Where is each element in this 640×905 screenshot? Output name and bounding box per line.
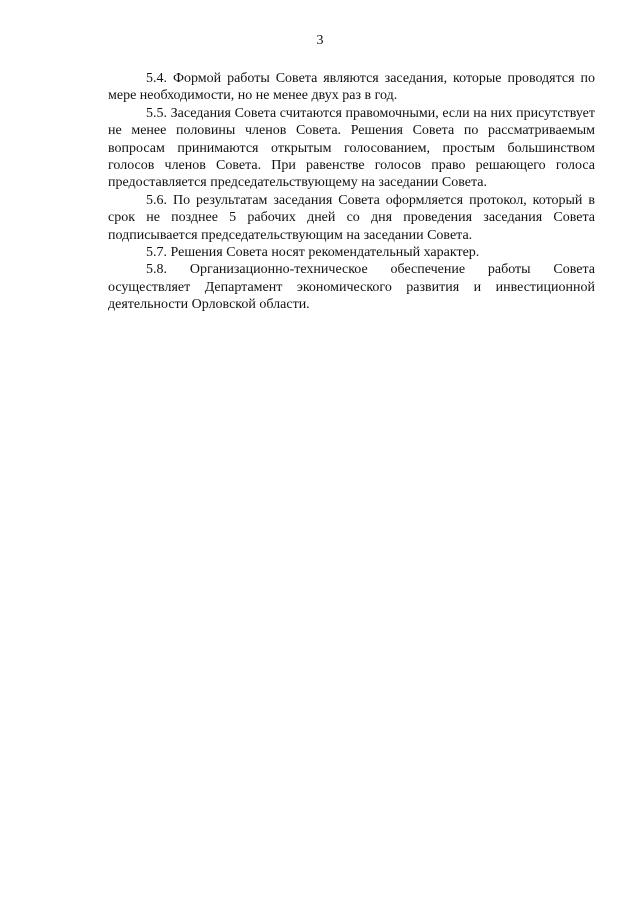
- paragraph-5-7: 5.7. Решения Совета носят рекомендательный характер.: [146, 245, 480, 261]
- document-body: [108, 70, 595, 314]
- paragraph-5-4: 5.4. Формой работы Совета являются заседания, которые проводятся по мере необходимости, но не менее двух раз в год.: [108, 71, 595, 104]
- paragraph-5-6: 5.6. По результатам заседания Совета оформляется протокол, который в срок не позднее 5 рабочих дней со дня проведения заседания Совета подписывается председательствующим на заседании Совета.: [108, 192, 595, 243]
- paragraph-5-5: 5.5. Заседания Совета считаются правомочными, если на них присутствует не менее половины членов Совета. Решения Совета по рассматриваемым вопросам принимаются открытым голосованием, простым большинством голосов членов Совета. При равенстве голосов право решающего голоса предоставляется председательствующему на заседании Совета.: [108, 105, 595, 191]
- paragraph-5-8: 5.8. Организационно-техническое обеспечение работы Совета осуществляет Департамент экономического развития и инвестиционной деятельности Орловской области.: [108, 262, 595, 313]
- page-number: 3: [316, 33, 324, 48]
